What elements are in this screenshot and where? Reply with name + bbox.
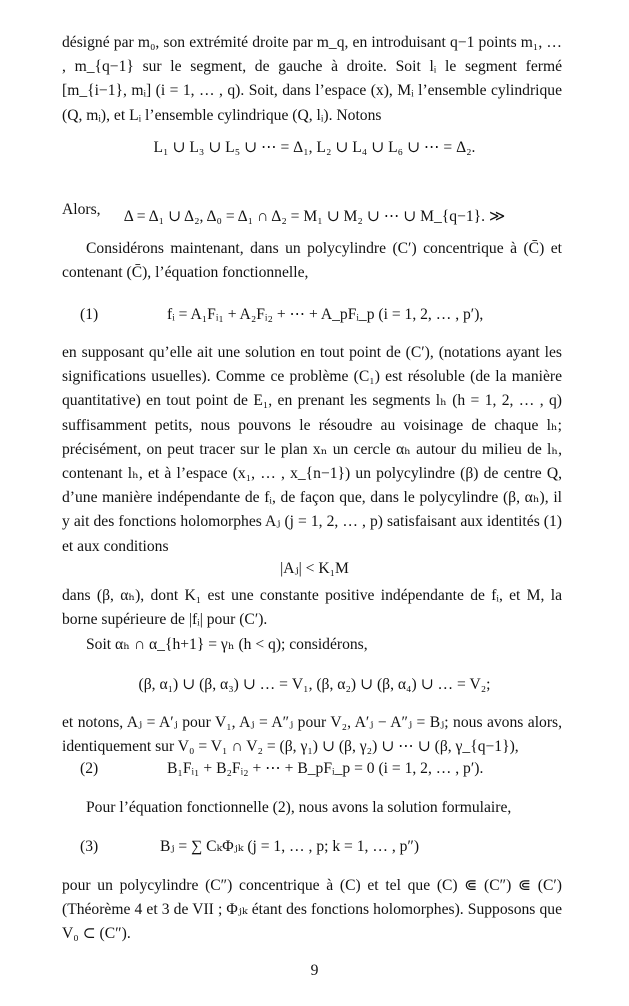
- equation-2-label: (2): [80, 760, 99, 777]
- equation-1-label: (1): [80, 306, 99, 323]
- equation-bound: |Aⱼ| < K₁M: [280, 560, 349, 577]
- paragraph-2: Alors,: [62, 201, 101, 218]
- paragraph-6: Soit αₕ ∩ α_{h+1} = γₕ (h < q); considérons,: [86, 636, 368, 653]
- equation-delta-definitions: Δ = Δ₁ ∪ Δ₂, Δ₀ = Δ₁ ∩ Δ₂ = M₁ ∪ M₂ ∪ ⋯ ∪ M_{q−1}. ≫: [123, 208, 506, 225]
- page-number: 9: [310, 962, 319, 979]
- paragraph-3: Considérons maintenant, dans un polycylindre (C′) concentrique à (C̄) et contenant (C̄), l’équation fonctionnelle,: [62, 240, 562, 282]
- equation-1-row: [0, 303, 629, 327]
- equation-union-delta: L₁ ∪ L₃ ∪ L₅ ∪ ⋯ = Δ₁, L₂ ∪ L₄ ∪ L₆ ∪ ⋯ = Δ₂.: [153, 139, 476, 156]
- equation-2-row: [0, 757, 629, 781]
- paragraph-7: et notons, Aⱼ = A′ⱼ pour V₁, Aⱼ = A″ⱼ pour V₂, A′ⱼ − A″ⱼ = Bⱼ; nous avons alors, identiquement sur V₀ = V₁ ∩ V₂ = (β, γ₁) ∪ (β, γ₂) ∪ ⋯ ∪ (β, γ_{q−1}),: [62, 714, 562, 756]
- paragraph-9: pour un polycylindre (C″) concentrique à (C) et tel que (C) ⋐ (C″) ⋐ (C′) (Théorème 4 et 3 de VII ; Φⱼₖ étant des fonctions holomorphes). Supposons que V₀ ⊂ (C″).: [62, 877, 562, 943]
- paragraph-1: désigné par m₀, son extrémité droite par m_q, en introduisant q−1 points m₁, … , m_{q−1} sur le segment, de gauche à droite. Soit lᵢ le segment fermé [m_{i−1}, mᵢ] (i = 1, … , q). Soit, dans l’espace (x), Mᵢ l’ensemble cylindrique (Q, mᵢ), et Lᵢ l’ensemble cylindrique (Q, lᵢ). Notons: [62, 34, 562, 124]
- equation-3-label: (3): [80, 838, 99, 855]
- paragraph-8: Pour l’équation fonctionnelle (2), nous avons la solution formulaire,: [86, 799, 512, 816]
- equation-3-row: [0, 835, 629, 859]
- paragraph-4: en supposant qu’elle ait une solution en tout point de (C′), (notations ayant les significations usuelles). Comme ce problème (C₁) est résoluble (de la manière quantitative) en tout point de E₁, en prenant les segments lₕ (h = 1, 2, … , q) suffisamment petits, nous pouvons le résoudre au voisinage de chaque lₕ; précisément, on peut tracer sur le plan xₙ un cercle αₕ autour du milieu de lₕ, contenant lₕ, et à l’espace (x₁, … , x_{n−1}) un polycylindre (β) de centre Q, d’une manière indépendante de fᵢ, de façon que, dans le polycylindre (β, αₕ), il y ait des fonctions holomorphes Aⱼ (j = 1, 2, … , p) satisfaisant aux identités (1) et aux conditions: [62, 344, 562, 555]
- paragraph-5: dans (β, αₕ), dont K₁ est une constante positive indépendante de fᵢ, et M, la borne supérieure de |fᵢ| pour (C′).: [62, 587, 562, 629]
- equation-3: Bⱼ = ∑ CₖΦⱼₖ (j = 1, … , p; k = 1, … , p″): [160, 838, 420, 855]
- equation-1: fᵢ = A₁Fᵢ₁ + A₂Fᵢ₂ + ⋯ + A_pFᵢ_p (i = 1, 2, … , p′),: [167, 306, 484, 323]
- equation-v-sets: (β, α₁) ∪ (β, α₃) ∪ … = V₁, (β, α₂) ∪ (β, α₄) ∪ … = V₂;: [138, 676, 491, 693]
- equation-2: B₁Fᵢ₁ + B₂Fᵢ₂ + ⋯ + B_pFᵢ_p = 0 (i = 1, 2, … , p′).: [167, 760, 484, 777]
